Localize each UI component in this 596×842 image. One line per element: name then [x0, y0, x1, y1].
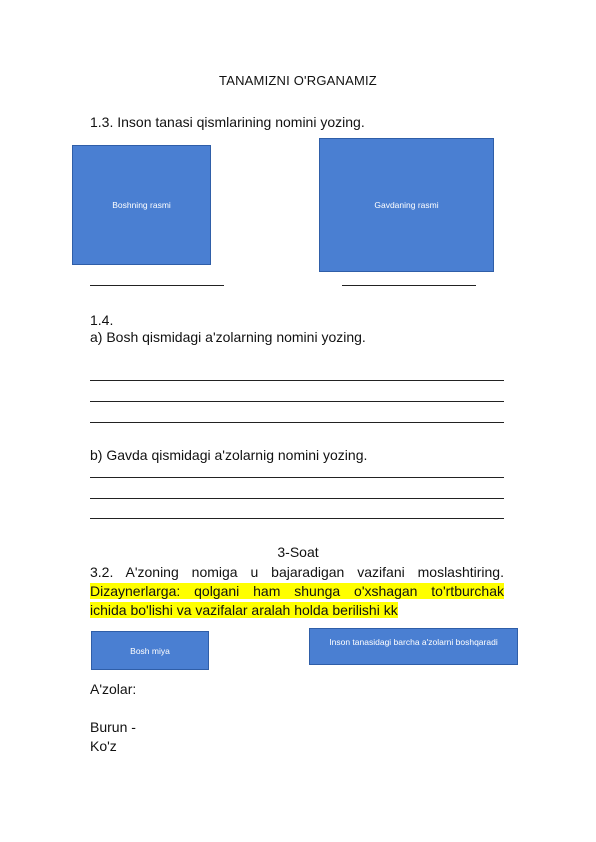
- answer-line-b-1[interactable]: [90, 477, 504, 478]
- function-box-control-label: Inson tanasidagi barcha a'zolarni boshqaradi: [329, 637, 498, 647]
- answer-line-a-3[interactable]: [90, 422, 504, 423]
- organs-label: A'zolar:: [90, 681, 137, 697]
- task-1-3-instruction: 1.3. Inson tanasi qismlarining nomini yozing.: [90, 114, 365, 130]
- organ-item-1: Burun -: [90, 719, 136, 735]
- task-1-4-number: 1.4.: [90, 312, 114, 328]
- torso-picture-box: [319, 138, 494, 272]
- answer-line-b-3[interactable]: [90, 518, 504, 519]
- organ-box-brain-label: Bosh miya: [130, 645, 170, 656]
- section-heading: 3-Soat: [277, 544, 319, 560]
- task-3-2-instruction: 3.2. A'zoning nomiga u bajaradigan vazifani moslashtiring.: [90, 564, 504, 580]
- head-answer-line[interactable]: [90, 285, 224, 286]
- answer-line-a-2[interactable]: [90, 401, 504, 402]
- task-1-4-b-instruction: b) Gavda qismidagi a'zolarnig nomini yozing.: [90, 447, 368, 463]
- answer-line-a-1[interactable]: [90, 380, 504, 381]
- task-1-4-a-instruction: a) Bosh qismidagi a'zolarning nomini yozing.: [90, 329, 366, 345]
- designer-note-line-2: [90, 601, 398, 620]
- organ-item-2: Ko'z: [90, 738, 117, 754]
- function-box-control[interactable]: [309, 628, 518, 665]
- page-title: TANAMIZNI O'RGANAMIZ: [219, 73, 377, 88]
- torso-answer-line[interactable]: [342, 285, 476, 286]
- designer-note-highlight-2: ichida bo'lishi va vazifalar aralah holda berilishi kk: [90, 602, 398, 618]
- designer-note-highlight-1: Dizaynerlarga: qolgani ham shunga o'xshagan to'rtburchak: [90, 583, 504, 599]
- organ-box-brain[interactable]: [91, 631, 209, 670]
- head-picture-label: Boshning rasmi: [112, 200, 171, 210]
- answer-line-b-2[interactable]: [90, 498, 504, 499]
- torso-picture-label: Gavdaning rasmi: [374, 200, 439, 210]
- designer-note-line-1: [90, 582, 504, 601]
- head-picture-box: [72, 145, 211, 265]
